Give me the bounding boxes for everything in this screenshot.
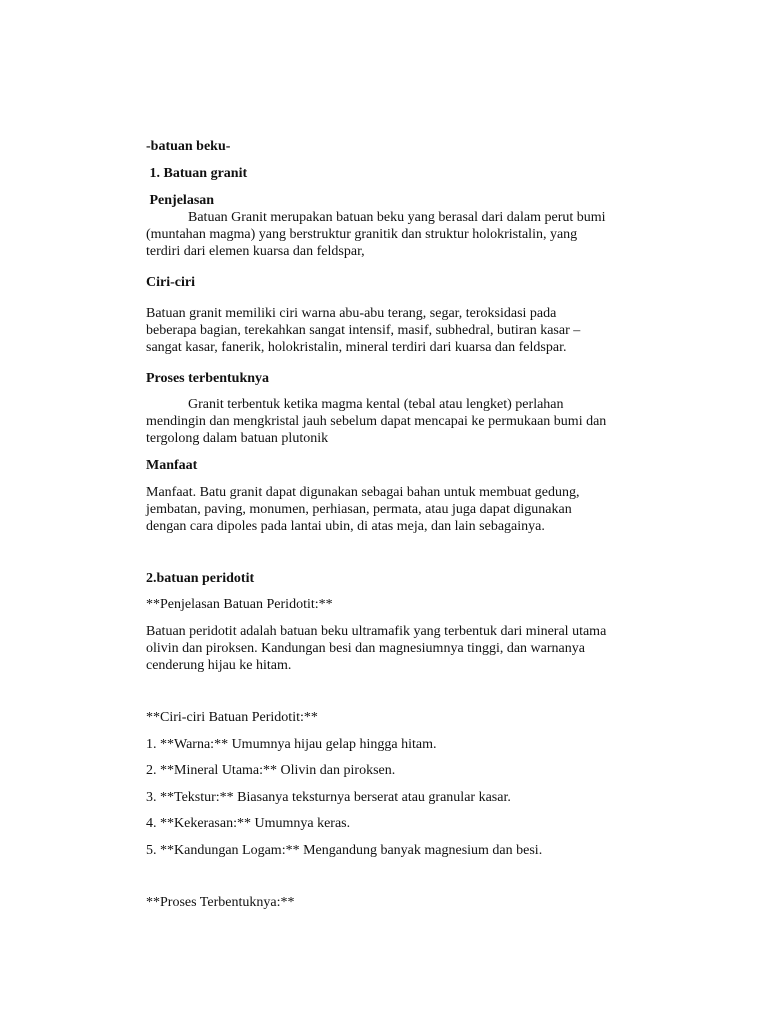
peridotit-penjelasan-label: **Penjelasan Batuan Peridotit:** bbox=[146, 597, 333, 612]
granit-proses-line: tergolong dalam batuan plutonik bbox=[146, 431, 329, 446]
peridotit-ciri-item: 1. **Warna:** Umumnya hijau gelap hingga hitam. bbox=[146, 737, 437, 752]
granit-ciri-label: Ciri-ciri bbox=[146, 275, 195, 290]
peridotit-penjelasan-line: Batuan peridotit adalah batuan beku ultramafik yang terbentuk dari mineral utama bbox=[146, 624, 607, 639]
granit-proses-line: Granit terbentuk ketika magma kental (tebal atau lengket) perlahan bbox=[146, 397, 564, 412]
peridotit-ciri-item: 2. **Mineral Utama:** Olivin dan piroksen. bbox=[146, 763, 396, 778]
granit-penjelasan-label: Penjelasan bbox=[146, 193, 215, 208]
granit-manfaat-line: Manfaat. Batu granit dapat digunakan sebagai bahan untuk membuat gedung, bbox=[146, 485, 580, 500]
granit-ciri-line: sangat kasar, fanerik, holokristalin, mineral terdiri dari kuarsa dan feldspar. bbox=[146, 340, 567, 355]
section-heading-granit: 1. Batuan granit bbox=[146, 166, 248, 181]
section-heading-peridotit: 2.batuan peridotit bbox=[146, 571, 255, 586]
granit-penjelasan-line: terdiri dari elemen kuarsa dan feldspar, bbox=[146, 244, 365, 259]
granit-manfaat-line: dengan cara dipoles pada lantai ubin, di atas meja, dan lain sebagainya. bbox=[146, 519, 545, 534]
peridotit-ciri-item: 5. **Kandungan Logam:** Mengandung banyak magnesium dan besi. bbox=[146, 843, 543, 858]
granit-penjelasan-line: Batuan Granit merupakan batuan beku yang berasal dari dalam perut bumi bbox=[146, 210, 606, 225]
peridotit-penjelasan-line: cenderung hijau ke hitam. bbox=[146, 658, 292, 673]
granit-manfaat-label: Manfaat bbox=[146, 458, 198, 473]
granit-penjelasan-line: (muntahan magma) yang berstruktur granitik dan struktur holokristalin, yang bbox=[146, 227, 578, 242]
granit-ciri-line: Batuan granit memiliki ciri warna abu-abu terang, segar, teroksidasi pada bbox=[146, 306, 557, 321]
peridotit-ciri-label: **Ciri-ciri Batuan Peridotit:** bbox=[146, 710, 318, 725]
peridotit-ciri-item: 4. **Kekerasan:** Umumnya keras. bbox=[146, 816, 351, 831]
peridotit-penjelasan-line: olivin dan piroksen. Kandungan besi dan magnesiumnya tinggi, dan warnanya bbox=[146, 641, 585, 656]
granit-proses-line: mendingin dan mengkristal jauh sebelum dapat mencapai ke permukaan bumi dan bbox=[146, 414, 607, 429]
peridotit-proses-label: **Proses Terbentuknya:** bbox=[146, 895, 295, 910]
granit-manfaat-line: jembatan, paving, monumen, perhiasan, permata, atau juga dapat digunakan bbox=[146, 502, 572, 517]
granit-ciri-line: beberapa bagian, terekahkan sangat intensif, masif, subhedral, butiran kasar – bbox=[146, 323, 581, 338]
granit-proses-label: Proses terbentuknya bbox=[146, 371, 270, 386]
document-title: -batuan beku- bbox=[146, 139, 231, 154]
peridotit-ciri-item: 3. **Tekstur:** Biasanya teksturnya berserat atau granular kasar. bbox=[146, 790, 511, 805]
